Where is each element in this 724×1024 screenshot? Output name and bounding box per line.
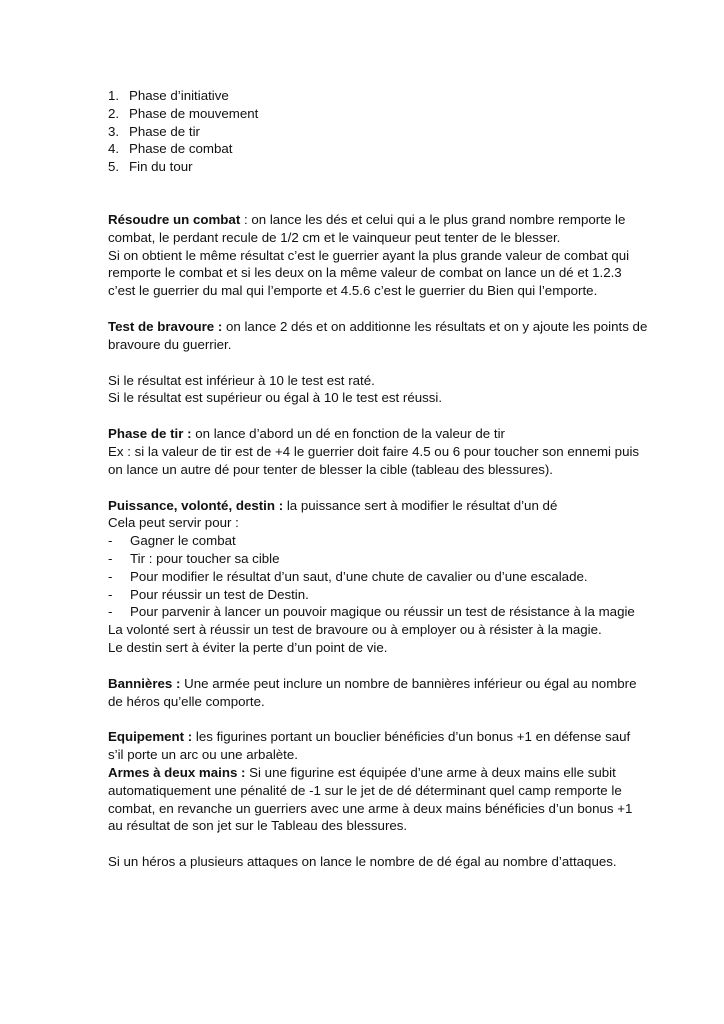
document-body (108, 87, 648, 871)
list-item: 5. Fin du tour (108, 159, 193, 175)
section-title: Puissance, volonté, destin : (108, 497, 284, 513)
list-item: - Pour parvenir à lancer un pouvoir magique ou réussir un test de résistance à la magie (108, 604, 635, 620)
list-item: - Tir : pour toucher sa cible (108, 550, 280, 566)
section-combat: Résoudre un combat : on lance les dés et celui qui a le plus grand nombre remporte le combat, le perdant recule de 1/2 cm et le vainqueur peut tenter de le blesser. Si on obtient le même résultat c’est le guerrier ayant la plus grande valeur de combat qui remporte le combat et si les deux on la même valeur de combat on lance un dé et 1.2.3 c’est le guerrier du mal qui l’emporte et 4.5.6 c’est le guerrier du Bien qui l’emporte. (108, 211, 648, 300)
paragraph: Cela peut servir pour : (108, 515, 239, 531)
usage-list (108, 532, 648, 621)
section-title: Armes à deux mains : (108, 764, 246, 780)
section-bannieres: Bannières : Une armée peut inclure un nombre de bannières inférieur ou égal au nombre de héros qu’elle comporte. (108, 675, 637, 709)
section-puissance: Puissance, volonté, destin : la puissance sert à modifier le résultat d’un dé Cela peut servir pour : - Gagner le combat - Tir : pour toucher sa cible - Pour modifier le résultat d’un saut, d’une chute de cavalier ou d’une escalade. - Pour réussir un test de Destin. - Pour parvenir à lancer un pouvoir magique ou réussir un test de résistance à la magie La volonté sert à réussir un test de bravoure ou à employer ou à résister à la magie. Le destin sert à éviter la perte d’un point de vie. (108, 497, 648, 657)
list-item: 2. Phase de mouvement (108, 105, 259, 121)
list-item: 1. Phase d’initiative (108, 88, 229, 103)
paragraph: Si le résultat est inférieur à 10 le test est raté. (108, 372, 375, 388)
section-equipement: Equipement : les figurines portant un bouclier bénéficies d’un bonus +1 en défense sauf s’il porte un arc ou une arbalète. Armes à deux mains : Si une figurine est équipée d’une arme à deux mains elle subit automatiquement une pénalité de -1 sur le jet de dé déterminant quel camp remporte le combat, en revanche un guerriers avec une arme à deux mains bénéficies d’un bonus +1 au résultat de son jet sur le Tableau des blessures. (108, 729, 633, 834)
list-item: 3. Phase de tir (108, 123, 200, 139)
section-title: Bannières : (108, 675, 181, 691)
section-title: Equipement : (108, 729, 193, 745)
paragraph: Si le résultat est supérieur ou égal à 10 le test est réussi. (108, 390, 443, 406)
paragraph: La volonté sert à réussir un test de bravoure ou à employer ou à résister à la magie. (108, 622, 602, 638)
paragraph: Si on obtient le même résultat c’est le guerrier ayant la plus grande valeur de combat qui remporte le combat et si les deux on la même valeur de combat on lance un dé et 1.2.3 c’est le guerrier du mal qui l’emporte et 4.5.6 c’est le guerrier du Bien qui l’emporte. (108, 247, 630, 299)
section-tir: Phase de tir : on lance d’abord un dé en fonction de la valeur de tir Ex : si la valeur de tir est de +4 le guerrier doit faire 4.5 ou 6 pour toucher son ennemi puis on lance un autre dé pour tenter de blesser la cible (tableau des blessures). (108, 425, 648, 478)
list-item: - Gagner le combat (108, 533, 236, 549)
section-title: Résoudre un combat (108, 211, 241, 227)
section-title: Test de bravoure : (108, 318, 223, 334)
phase-list (108, 87, 648, 176)
paragraph: Si un héros a plusieurs attaques on lance le nombre de dé égal au nombre d’attaques. (108, 854, 617, 870)
list-item: - Pour réussir un test de Destin. (108, 586, 309, 602)
section-bravoure: Test de bravoure : on lance 2 dés et on additionne les résultats et on y ajoute les points de bravoure du guerrier. Si le résultat est inférieur à 10 le test est raté. Si le résultat est supérieur ou égal à 10 le test est réussi. (108, 318, 648, 406)
section-heros (108, 853, 648, 871)
paragraph: Le destin sert à éviter la perte d’un point de vie. (108, 639, 388, 655)
section-title: Phase de tir : (108, 426, 192, 442)
paragraph: Ex : si la valeur de tir est de +4 le guerrier doit faire 4.5 ou 6 pour toucher son ennemi puis on lance un autre dé pour tenter de blesser la cible (tableau des blessures). (108, 443, 640, 477)
list-item: - Pour modifier le résultat d’un saut, d’une chute de cavalier ou d’une escalade. (108, 568, 588, 584)
list-item: 4. Phase de combat (108, 141, 233, 157)
